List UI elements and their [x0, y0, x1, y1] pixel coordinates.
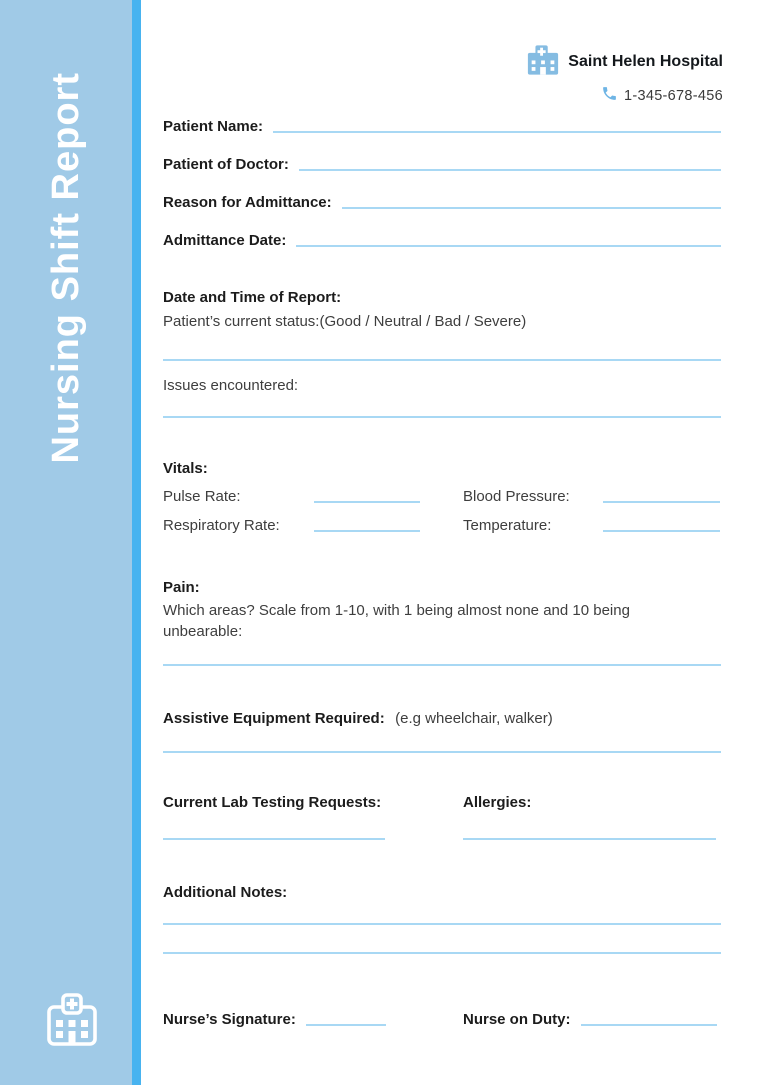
hospital-header [380, 44, 723, 107]
admittance-date-row [163, 232, 721, 249]
phone-icon [601, 85, 618, 107]
hospital-logo-icon [526, 44, 560, 80]
nurse-signature-line [306, 1024, 386, 1026]
assistive-equipment-hint: (e.g wheelchair, walker) [395, 710, 553, 727]
vitals-title: Vitals: [163, 460, 208, 477]
reason-for-admittance-row [163, 194, 721, 211]
nurse-signature-label: Nurse’s Signature: [163, 1011, 296, 1028]
hospital-phone: 1-345-678-456 [623, 88, 723, 104]
pulse-rate-line [314, 501, 420, 503]
respiratory-rate-row [163, 517, 420, 534]
pain-question-line2: unbearable: [163, 623, 243, 640]
date-time-of-report-label: Date and Time of Report: [163, 289, 342, 306]
patient-name-label: Patient Name: [163, 118, 264, 135]
issues-encountered-line [163, 416, 721, 418]
pain-question-line1: Which areas? Scale from 1-10, with 1 being almost none and 10 being [163, 602, 630, 619]
sidebar-accent-strip [132, 0, 141, 1085]
additional-notes-line-1 [163, 923, 721, 925]
issues-encountered-label: Issues encountered: [163, 377, 299, 394]
blood-pressure-label: Blood Pressure: [463, 488, 570, 505]
admittance-date-line [296, 245, 721, 247]
temperature-line [603, 530, 720, 532]
assistive-equipment-label: Assistive Equipment Required: [163, 710, 385, 727]
reason-for-admittance-line [342, 207, 721, 209]
respiratory-rate-line [314, 530, 420, 532]
patient-of-doctor-row [163, 156, 721, 173]
patient-name-row [163, 118, 721, 135]
additional-notes-label: Additional Notes: [163, 884, 288, 901]
nurse-on-duty-line [581, 1024, 717, 1026]
patient-of-doctor-label: Patient of Doctor: [163, 156, 289, 173]
lab-requests-line [163, 838, 385, 840]
hospital-header-row [526, 44, 723, 80]
nurse-on-duty-row [463, 1011, 717, 1028]
patient-of-doctor-line [299, 169, 721, 171]
patient-name-line [273, 131, 721, 133]
pain-title: Pain: [163, 579, 200, 596]
allergies-label: Allergies: [463, 794, 532, 811]
pulse-rate-row [163, 488, 420, 505]
assistive-equipment-row [163, 710, 553, 728]
current-status-text: Patient’s current status:(Good / Neutral / Bad / Severe) [163, 313, 527, 330]
vertical-title-wrap [0, 40, 132, 496]
reason-for-admittance-label: Reason for Admittance: [163, 194, 332, 211]
current-status-line [163, 359, 721, 361]
assistive-equipment-line [163, 751, 721, 753]
pain-line [163, 664, 721, 666]
respiratory-rate-label: Respiratory Rate: [163, 517, 280, 534]
page-title: Nursing Shift Report [44, 72, 87, 464]
additional-notes-line-2 [163, 952, 721, 954]
blood-pressure-row [463, 488, 720, 505]
pulse-rate-label: Pulse Rate: [163, 488, 241, 505]
temperature-label: Temperature: [463, 517, 552, 534]
hospital-building-icon [44, 992, 100, 1053]
phone-row [601, 85, 723, 107]
nurse-signature-row [163, 1011, 386, 1028]
temperature-row [463, 517, 720, 534]
allergies-line [463, 838, 716, 840]
hospital-name: Saint Helen Hospital [568, 53, 723, 70]
lab-requests-label: Current Lab Testing Requests: [163, 794, 382, 811]
nurse-on-duty-label: Nurse on Duty: [463, 1011, 571, 1028]
blood-pressure-line [603, 501, 720, 503]
admittance-date-label: Admittance Date: [163, 232, 287, 249]
